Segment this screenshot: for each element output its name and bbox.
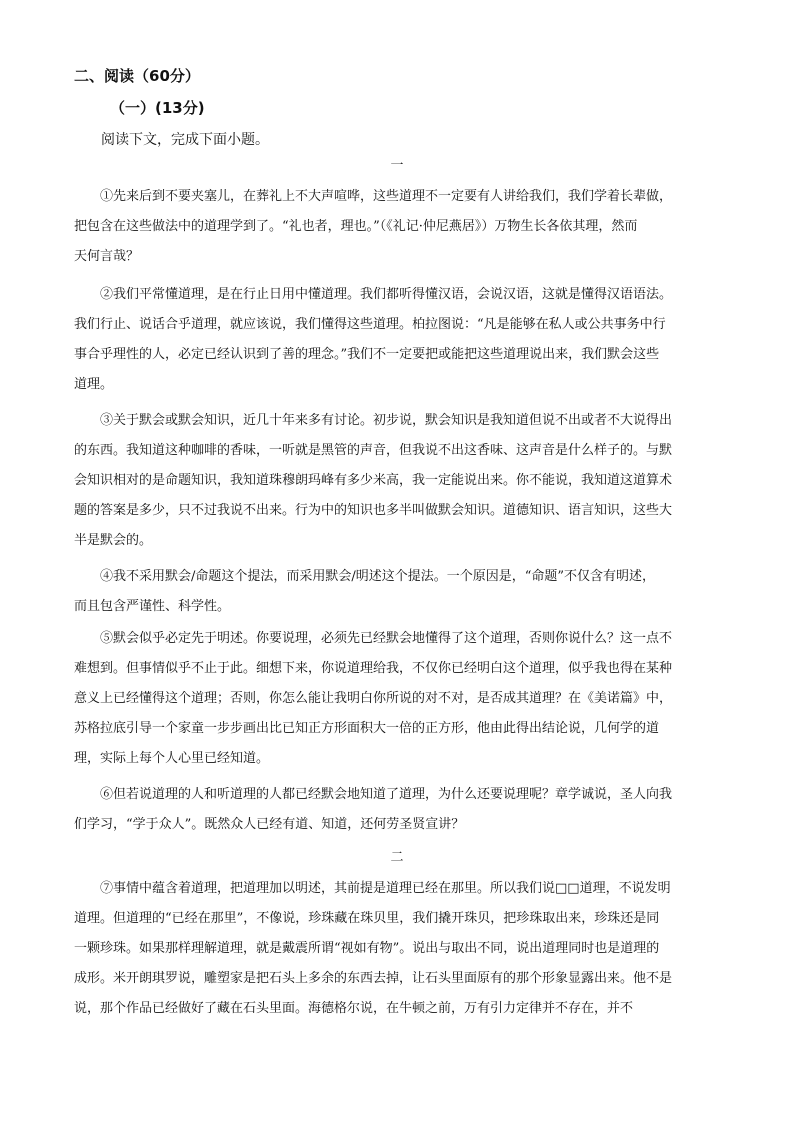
paragraph-5 [74,624,720,774]
paragraph-1 [74,182,720,272]
paragraph-line: 难想到。但事情似乎不止于此。细想下来，你说道理给我，不仅你已经明白这个道理，似乎我也得在某种 [74,661,673,676]
part-marker-one: 一 [390,158,404,173]
paragraph-line: 事合乎理性的人，必定已经认识到了善的理念。”我们不一定要把或能把这些道理说出来，我们默会这些 [74,347,660,362]
paragraph-line: 的东西。我知道这种咖啡的香味，一听就是黑管的声音，但我说不出这香味、这声音是什么样子的。与默 [74,443,673,458]
paragraph-line: 道理。 [74,377,114,392]
paragraph-line: 半是默会的。 [74,533,153,548]
paragraph-line: ⑦事情中蕴含着道理，把道理加以明述，其前提是道理已经在那里。所以我们说□□道理，不说发明 [100,881,671,896]
paragraph-line: 成形。米开朗琪罗说，雕塑家是把石头上多余的东西去掉，让石头里面原有的那个形象显露出来。他不是 [74,971,673,986]
paragraph-line: 我们行止、说话合乎道理，就应该说，我们懂得这些道理。柏拉图说：“凡是能够在私人或公共事务中行 [74,317,666,332]
paragraph-3 [74,406,720,556]
paragraph-line: 意义上已经懂得这个道理；否则，你怎么能让我明白你所说的对不对，是否成其道理？在《美诺篇》中， [74,691,673,706]
paragraph-line: 道理。但道理的“已经在那里”，不像说，珍珠藏在珠贝里，我们撬开珠贝，把珍珠取出来，珍珠还是同 [74,911,660,926]
paragraph-line: 苏格拉底引导一个家童一步步画出比已知正方形面积大一倍的正方形，他由此得出结论说，几何学的道 [74,721,660,736]
part-marker-two: 二 [390,850,404,865]
paragraph-2 [74,280,720,400]
paragraph-line: 而且包含严谨性、科学性。 [74,599,231,614]
paragraph-line: 们学习，“学于众人”。既然众人已经有道、知道，还何劳圣贤宣讲？ [74,817,465,832]
paragraph-line: ④我不采用默会/命题这个提法，而采用默会/明述这个提法。一个原因是，“命题”不仅含有明述， [100,569,656,584]
paragraph-7 [74,874,720,1024]
paragraph-6 [74,780,720,840]
paragraph-4 [74,562,720,622]
paragraph-line: 把包含在这些做法中的道理学到了。“礼也者，理也。”（《礼记·仲尼燕居》）万物生长各依其理，然而 [74,219,638,234]
paragraph-line: 理，实际上每个人心里已经知道。 [74,751,270,766]
paragraph-line: 会知识相对的是命题知识，我知道珠穆朗玛峰有多少米高，我一定能说出来。你不能说，我知道这道算术 [74,473,673,488]
paragraph-line: ③关于默会或默会知识，近几十年来多有讨论。初步说，默会知识是我知道但说不出或者不大说得出 [100,413,673,428]
paragraph-line: ⑤默会似乎必定先于明述。你要说理，必须先已经默会地懂得了这个道理，否则你说什么？这一点不 [100,631,673,646]
paragraph-line: 题的答案是多少，只不过我说不出来。行为中的知识也多半叫做默会知识。道德知识、语言知识，这些大 [74,503,673,518]
paragraph-line: 说，那个作品已经做好了藏在石头里面。海德格尔说，在牛顿之前，万有引力定律并不存在，并不 [74,1001,634,1016]
paragraph-line: 一颗珍珠。如果那样理解道理，就是戴震所谓“视如有物”。说出与取出不同，说出道理同时也是道理的 [74,941,660,956]
sub-title: （一）(13分) [110,99,205,117]
paragraph-line: ②我们平常懂道理，是在行止日用中懂道理。我们都听得懂汉语，会说汉语，这就是懂得汉语语法。 [100,287,673,302]
paragraph-line: 天何言哉？ [74,249,140,264]
instruction-text: 阅读下文，完成下面小题。 [101,132,269,148]
section-title: 二、阅读（60分） [74,67,200,85]
paragraph-line: ①先来后到不要夹塞儿，在葬礼上不大声喧哗，这些道理不一定要有人讲给我们，我们学着长辈做， [100,189,673,204]
paragraph-line: ⑥但若说道理的人和听道理的人都已经默会地知道了道理，为什么还要说理呢？章学诚说，圣人向我 [100,787,673,802]
